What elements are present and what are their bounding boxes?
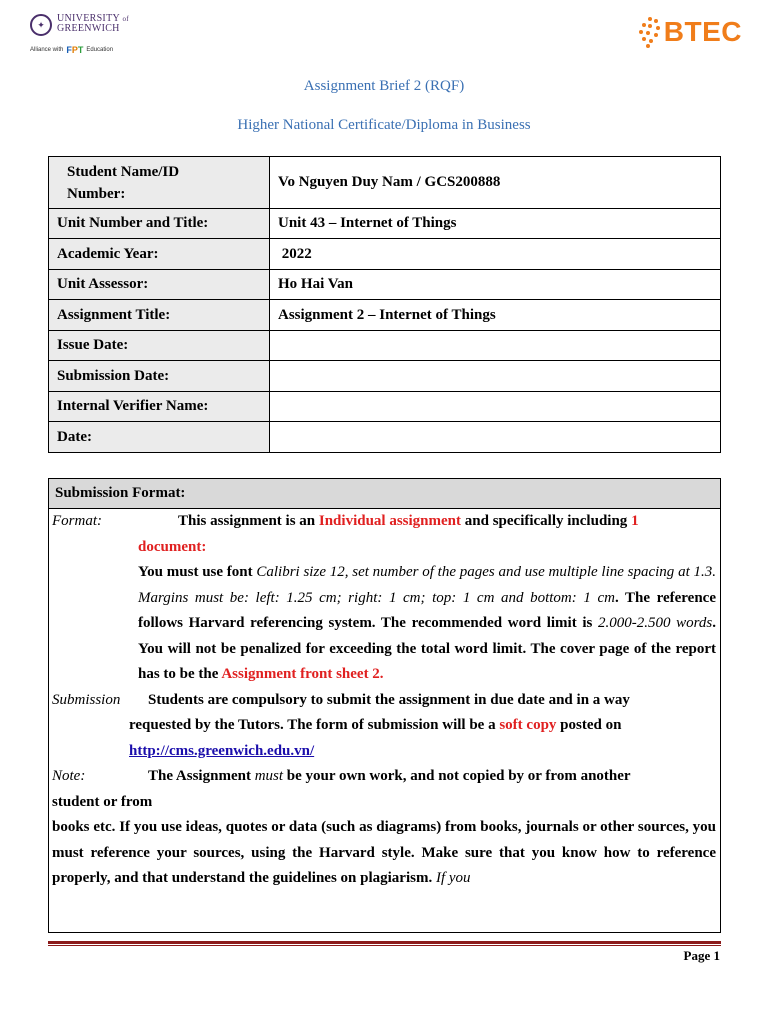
- note-paragraph: Note: The Assignment must be your own work, and not copied by or from another: [52, 764, 716, 790]
- crest-icon: ✦: [30, 14, 52, 36]
- table-row: [49, 209, 721, 239]
- footer-rule: [48, 941, 721, 944]
- university-name-line1: UNIVERSITY: [57, 13, 120, 24]
- submission-format-heading: Submission Format:: [49, 479, 720, 509]
- assignment-brief-title: Assignment Brief 2 (RQF): [303, 78, 465, 94]
- row-label: Date:: [49, 422, 270, 453]
- note-paragraph-cont: books etc. If you use ideas, quotes or data (such as diagrams) from books, journals or other sources, you must reference your sources, using the Harvard style. Make sure that you know how to reference properly, and that understand the guidelines on plagiarism. If you: [52, 819, 716, 886]
- date-value: [270, 422, 721, 453]
- format-paragraph-cont: document:: [138, 538, 207, 555]
- issue-date-value: [270, 331, 721, 361]
- row-label: Academic Year:: [49, 239, 270, 270]
- table-row: [49, 422, 721, 453]
- submission-paragraph-cont: [52, 739, 716, 765]
- table-row: [49, 331, 721, 361]
- row-label: Internal Verifier Name:: [49, 392, 270, 422]
- row-label: Unit Number and Title:: [49, 209, 270, 239]
- note-paragraph-cont: student or from: [52, 793, 153, 810]
- table-row: [49, 157, 721, 209]
- table-row: [49, 392, 721, 422]
- submission-date-value: [270, 361, 721, 392]
- footer-rule-thin: [48, 945, 721, 946]
- submission-format-body: [49, 509, 720, 892]
- education-text: Education: [86, 47, 114, 53]
- table-row: [49, 239, 721, 270]
- btec-wordmark: BTEC: [663, 16, 742, 47]
- university-of-greenwich-logo: [30, 14, 129, 36]
- row-label: Unit Assessor:: [49, 270, 270, 300]
- submission-paragraph-cont: requested by the Tutors. The form of submission will be a soft copy posted on: [129, 717, 622, 733]
- page-number: Page 1: [683, 948, 720, 963]
- btec-dots-icon: [636, 17, 664, 47]
- table-row: [49, 361, 721, 392]
- unit-assessor-value: Ho Hai Van: [270, 270, 721, 300]
- fpt-logo: FPT: [66, 45, 84, 55]
- row-label: Issue Date:: [49, 331, 270, 361]
- university-name-of: of: [122, 15, 129, 23]
- table-row: [49, 270, 721, 300]
- student-name-id-value: Vo Nguyen Duy Nam / GCS200888: [270, 157, 721, 209]
- cms-greenwich-link[interactable]: http://cms.greenwich.edu.vn/: [129, 742, 315, 759]
- course-title: Higher National Certificate/Diploma in Business: [237, 117, 531, 133]
- row-label: Assignment Title:: [49, 300, 270, 331]
- format-paragraph: Format: This assignment is an Individual assignment and specifically including 1: [52, 509, 716, 535]
- table-row: [49, 300, 721, 331]
- btec-logo: [636, 16, 742, 48]
- alliance-text: Alliance with: [30, 47, 64, 53]
- submission-paragraph: Submission Students are compulsory to submit the assignment in due date and in a way: [52, 688, 716, 714]
- assignment-title-value: Assignment 2 – Internet of Things: [270, 300, 721, 331]
- submission-label: Submission: [52, 691, 121, 708]
- academic-year-value: 2022: [270, 239, 721, 270]
- internal-verifier-value: [270, 392, 721, 422]
- format-label: Format:: [52, 513, 102, 529]
- fpt-alliance-logo: [30, 45, 113, 55]
- row-label: Submission Date:: [49, 361, 270, 392]
- font-requirements-paragraph: You must use font Calibri size 12, set number of the pages and use multiple line spacing at 1.3. Margins must be: left: 1.25 cm; right: 1 cm; top: 1 cm and bottom: 1 cm. The reference follows Harvard referencing system. The recommended word limit is 2.000-2.500 words. You will not be penalized for exceeding the total word limit. The cover page of the report has to be the Assignment front sheet 2.: [138, 564, 717, 682]
- unit-title-value: Unit 43 – Internet of Things: [270, 209, 721, 239]
- page-header: [0, 0, 768, 70]
- submission-format-box: [48, 478, 721, 933]
- row-label: Student Name/ID Number:: [49, 157, 270, 209]
- university-name-line2: GREENWICH: [57, 23, 120, 34]
- assignment-info-table: [48, 156, 721, 453]
- note-label: Note:: [52, 768, 86, 784]
